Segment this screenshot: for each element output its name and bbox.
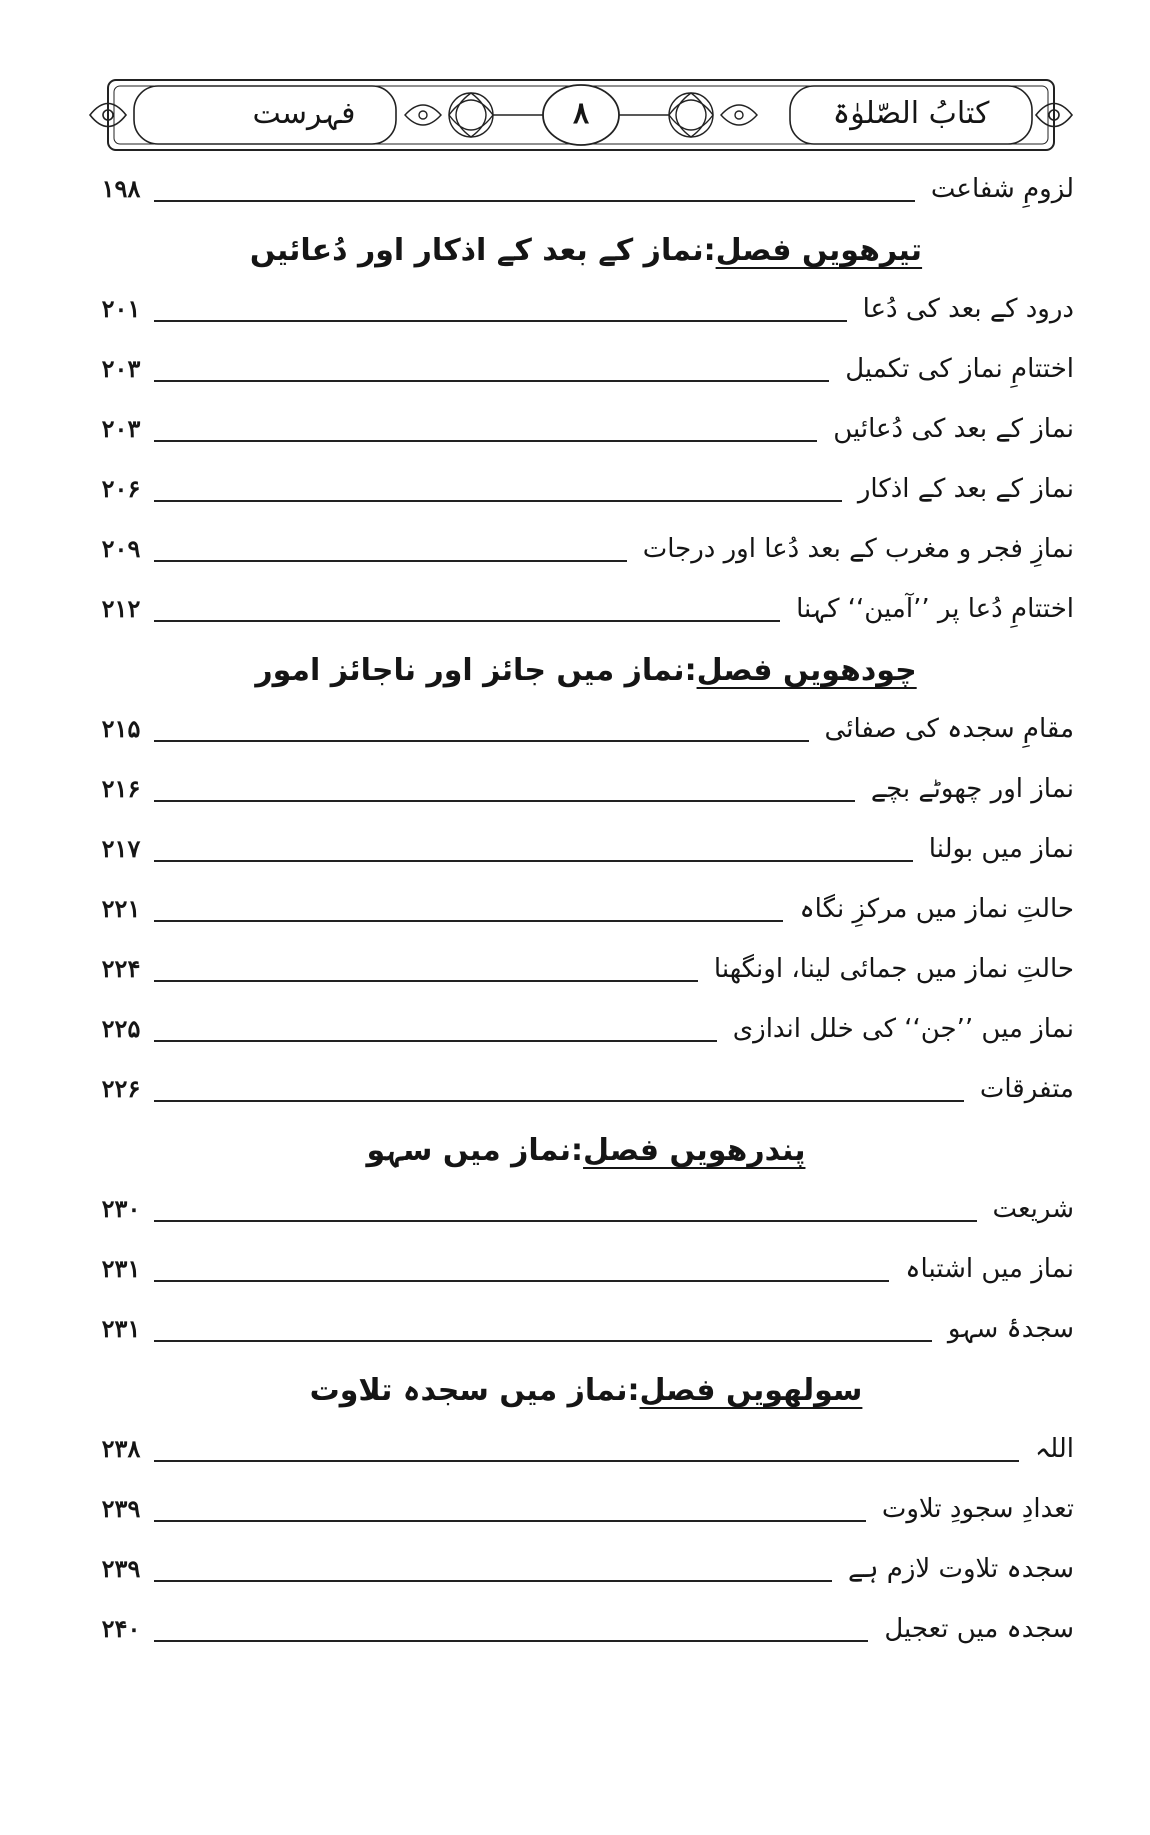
toc-page-number: ۲۳۸ bbox=[101, 1434, 141, 1463]
toc-leader-line bbox=[154, 320, 847, 322]
toc-leader-line bbox=[154, 920, 783, 922]
toc-leader-line bbox=[154, 1520, 866, 1522]
toc-entry bbox=[98, 1180, 1074, 1240]
toc-page-number: ۲۰۳ bbox=[101, 354, 141, 383]
toc-entry-title: نماز میں اشتباہ bbox=[905, 1254, 1074, 1284]
chapter-heading-text bbox=[98, 1130, 1074, 1172]
toc-page-number: ۲۲۵ bbox=[101, 1014, 141, 1043]
chapter-heading bbox=[98, 220, 1074, 280]
toc-leader-line bbox=[154, 800, 855, 802]
toc-entry bbox=[98, 160, 1074, 220]
toc-entry bbox=[98, 400, 1074, 460]
toc-entry bbox=[98, 1600, 1074, 1660]
toc-entry bbox=[98, 1300, 1074, 1360]
toc-leader-line bbox=[154, 1280, 889, 1282]
toc-entry-title: اختتامِ نماز کی تکمیل bbox=[845, 354, 1074, 384]
toc-leader-line bbox=[154, 440, 817, 442]
toc-entry-title: درود کے بعد کی دُعا bbox=[862, 294, 1074, 324]
chapter-heading-text bbox=[98, 230, 1074, 272]
chapter-title: نماز میں سجدہ تلاوت bbox=[309, 1373, 628, 1408]
toc-entry-title: مقامِ سجدہ کی صفائی bbox=[824, 714, 1074, 744]
chapter-heading-text bbox=[98, 1370, 1074, 1412]
toc-entry bbox=[98, 340, 1074, 400]
toc-entry bbox=[98, 1420, 1074, 1480]
toc-entry-title: اللہ bbox=[1035, 1434, 1074, 1464]
toc-page-number: ۲۳۰ bbox=[101, 1194, 141, 1223]
toc-leader-line bbox=[154, 500, 842, 502]
toc-entry-title: نماز کے بعد کی دُعائیں bbox=[833, 414, 1074, 444]
chapter-label: چودھویں فصل bbox=[696, 653, 917, 688]
chapter-separator: : bbox=[684, 653, 697, 688]
toc-page-number: ۱۹۸ bbox=[101, 174, 141, 203]
toc-leader-line bbox=[154, 1220, 977, 1222]
toc-page-number: ۲۱۲ bbox=[101, 594, 141, 623]
toc-entry bbox=[98, 880, 1074, 940]
toc-entry bbox=[98, 760, 1074, 820]
toc-leader-line bbox=[154, 740, 809, 742]
toc-entry bbox=[98, 700, 1074, 760]
toc-page-number: ۲۱۷ bbox=[101, 834, 141, 863]
toc-page-number: ۲۳۱ bbox=[101, 1254, 141, 1283]
table-of-contents bbox=[98, 160, 1074, 1660]
toc-entry bbox=[98, 1480, 1074, 1540]
toc-entry bbox=[98, 460, 1074, 520]
toc-leader-line bbox=[154, 980, 698, 982]
toc-entry bbox=[98, 580, 1074, 640]
toc-page-number: ۲۰۱ bbox=[101, 294, 141, 323]
chapter-heading bbox=[98, 1120, 1074, 1180]
chapter-heading-text bbox=[98, 650, 1074, 692]
chapter-heading bbox=[98, 640, 1074, 700]
toc-leader-line bbox=[154, 380, 829, 382]
header-book-title: کتابُ الصّلوٰۃ bbox=[832, 96, 990, 131]
toc-entry bbox=[98, 1540, 1074, 1600]
toc-entry bbox=[98, 280, 1074, 340]
toc-leader-line bbox=[154, 1460, 1019, 1462]
header-page-number: ۸ bbox=[572, 96, 590, 131]
toc-entry-title: تعدادِ سجودِ تلاوت bbox=[881, 1494, 1074, 1524]
toc-entry-title: حالتِ نماز میں مرکزِ نگاہ bbox=[799, 894, 1074, 924]
toc-leader-line bbox=[154, 1580, 832, 1582]
toc-page-number: ۲۲۶ bbox=[101, 1074, 141, 1103]
toc-entry-title: نماز میں ’’جن‘‘ کی خلل اندازی bbox=[732, 1014, 1074, 1044]
chapter-separator: : bbox=[627, 1373, 640, 1408]
toc-leader-line bbox=[154, 1640, 868, 1642]
chapter-title: نماز کے بعد کے اذکار اور دُعائیں bbox=[249, 233, 704, 268]
toc-leader-line bbox=[154, 1040, 717, 1042]
toc-leader-line bbox=[154, 200, 915, 202]
toc-page-number: ۲۳۱ bbox=[101, 1314, 141, 1343]
toc-leader-line bbox=[154, 620, 780, 622]
toc-entry bbox=[98, 820, 1074, 880]
toc-page-number: ۲۴۰ bbox=[101, 1614, 141, 1643]
toc-page-number: ۲۲۴ bbox=[101, 954, 141, 983]
chapter-separator: : bbox=[703, 233, 716, 268]
toc-page-number: ۲۳۹ bbox=[101, 1494, 141, 1523]
chapter-title: نماز میں جائز اور ناجائز امور bbox=[255, 653, 685, 688]
header-section-title: فہرست bbox=[252, 96, 356, 131]
toc-entry-title: سجدۂ سہو bbox=[947, 1314, 1074, 1344]
toc-entry bbox=[98, 520, 1074, 580]
toc-entry-title: متفرقات bbox=[979, 1074, 1074, 1104]
toc-leader-line bbox=[154, 1340, 932, 1342]
toc-leader-line bbox=[154, 1100, 964, 1102]
toc-entry-title: حالتِ نماز میں جمائی لینا، اونگھنا bbox=[713, 954, 1074, 984]
toc-page-number: ۲۲۱ bbox=[101, 894, 141, 923]
toc-leader-line bbox=[154, 560, 627, 562]
toc-entry bbox=[98, 940, 1074, 1000]
toc-page-number: ۲۱۶ bbox=[101, 774, 141, 803]
toc-entry-title: شریعت bbox=[992, 1194, 1074, 1224]
chapter-label: سولھویں فصل bbox=[639, 1373, 863, 1408]
toc-page-number: ۲۳۹ bbox=[101, 1554, 141, 1583]
toc-entry-title: نماز میں بولنا bbox=[928, 834, 1074, 864]
toc-entry-title: نماز اور چھوٹے بچے bbox=[870, 774, 1074, 804]
toc-entry-title: نماز کے بعد کے اذکار bbox=[857, 474, 1074, 504]
toc-entry-title: سجدہ میں تعجیل bbox=[884, 1614, 1074, 1644]
toc-entry bbox=[98, 1060, 1074, 1120]
toc-entry bbox=[98, 1240, 1074, 1300]
toc-entry bbox=[98, 1000, 1074, 1060]
chapter-heading bbox=[98, 1360, 1074, 1420]
toc-entry-title: اختتامِ دُعا پر ’’آمین‘‘ کہنا bbox=[796, 594, 1074, 624]
chapter-title: نماز میں سہو bbox=[366, 1133, 572, 1168]
chapter-separator: : bbox=[571, 1133, 584, 1168]
toc-page-number: ۲۱۵ bbox=[101, 714, 141, 743]
toc-entry-title: سجدہ تلاوت لازم ہے bbox=[848, 1554, 1074, 1584]
chapter-label: پندرھویں فصل bbox=[583, 1133, 806, 1168]
toc-page-number: ۲۰۳ bbox=[101, 414, 141, 443]
toc-entry-title: لزومِ شفاعت bbox=[930, 174, 1074, 204]
chapter-label: تیرھویں فصل bbox=[715, 233, 923, 268]
toc-page-number: ۲۰۹ bbox=[101, 534, 141, 563]
toc-page-number: ۲۰۶ bbox=[101, 474, 141, 503]
toc-entry-title: نمازِ فجر و مغرب کے بعد دُعا اور درجات bbox=[642, 534, 1074, 564]
toc-leader-line bbox=[154, 860, 913, 862]
running-header bbox=[86, 72, 1076, 158]
